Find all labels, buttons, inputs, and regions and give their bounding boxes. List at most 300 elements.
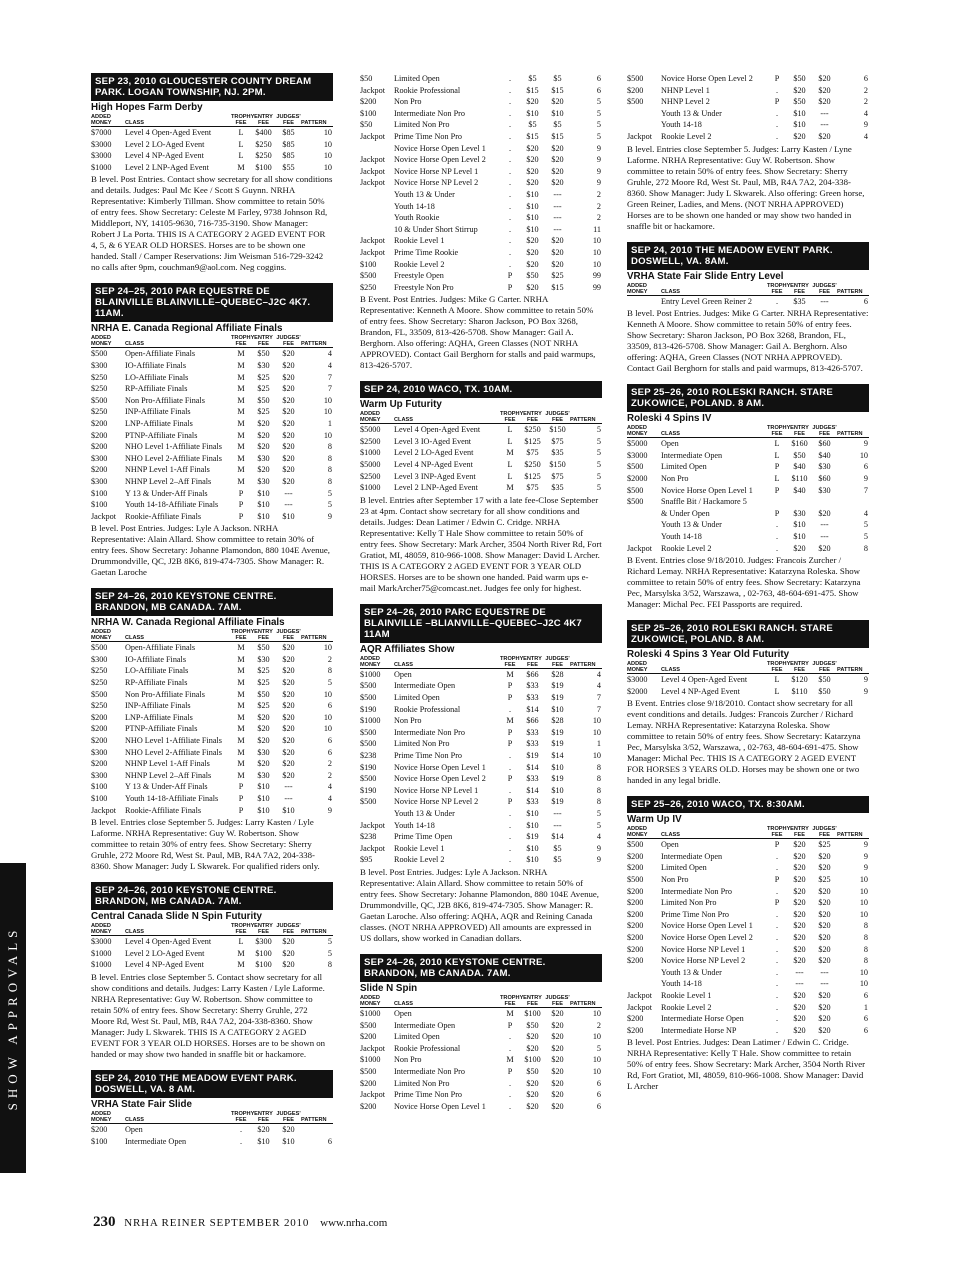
judges-fee: $20 — [818, 543, 831, 553]
trophy-fee: . — [775, 296, 779, 306]
class-header — [125, 629, 231, 642]
pattern-number: 8 — [863, 933, 868, 943]
added-money: $2000 — [627, 473, 648, 483]
added-money: Jackpot — [360, 247, 386, 257]
trophy-fee: L — [774, 439, 780, 449]
class-name: & Under Open — [661, 508, 710, 518]
class-name: Novice Horse Open Level 2 — [394, 774, 486, 784]
added-money: $200 — [360, 1101, 377, 1111]
entry-fee-header-text: FEE — [794, 832, 805, 839]
show-header: SEP 24–26, 2010 PARC EQUESTRE DE BLAINVILLE –BLIANVILLE–QUEBEC–J2C 4K7 11AM — [360, 604, 602, 643]
judges-fee: $14 — [551, 832, 564, 842]
judges-fee: $35 — [551, 483, 564, 493]
pattern-header — [301, 923, 333, 936]
judges-fee: --- — [820, 296, 829, 306]
entry-fee: $20 — [257, 430, 270, 440]
entry-fee: $10 — [526, 843, 539, 853]
entry-fee: $250 — [524, 460, 541, 470]
pattern-number: 99 — [592, 282, 601, 292]
show-notes: B Event. Entries close 9/18/2010. Judges: Francois Zurcher / Richard Lemay. NRHA Representative: Katarzyna Roleska. Show committee to retain 50% of entry fees. Show Secretary: Katarzyna Pec, Marsylska 3/52, Warszawa, , 02-763, 48-604-691-475. Show Manager: Michal Pec. FEI Passports are required. — [627, 555, 861, 610]
show-notes: B level. Post Entries. Judges: Mike G Carter. NRHA Representative: Kenneth A Moore. Show committee to retain 50% of entry fees. Show Secretary: Sharon Jackson, PO Box 3268, Brandon, FL, 33509, 813-426-5708. Show Manager: Gail A. Berghorn. Also offering: AQHA, Green Classes (NOT NRHA APPROVED). Contact Gail Berghorn for stalls and paid warmups, 813-426-5707. — [627, 308, 869, 374]
judges-fee-header-text: JUDGES' — [545, 655, 570, 662]
entry-fee: $20 — [793, 886, 806, 896]
trophy-fee: . — [508, 178, 512, 188]
table-row — [627, 438, 869, 450]
trophy-fee-header-text: FEE — [771, 832, 783, 839]
trophy-fee-header-text: TROPHY — [767, 826, 791, 833]
added-money — [627, 108, 661, 120]
added-money: $2500 — [360, 436, 381, 446]
added-money: $500 — [627, 97, 644, 107]
pattern-number: 8 — [863, 956, 868, 966]
table-row — [360, 73, 602, 85]
entry-fee: $50 — [793, 450, 806, 460]
pattern-number: 1 — [327, 418, 332, 428]
judges-fee: $20 — [818, 508, 831, 518]
class-name: Limited Non Pro — [394, 1078, 450, 1088]
pattern-number: 6 — [327, 701, 332, 711]
trophy-fee-header — [767, 661, 791, 674]
class-name: Novice Horse NP Level 1 — [394, 166, 479, 176]
class-name: Rookie Level 1 — [394, 843, 445, 853]
money-header — [627, 283, 661, 296]
trophy-fee: . — [239, 1124, 243, 1134]
table-header-row — [360, 411, 602, 424]
trophy-fee: M — [237, 476, 245, 486]
judges-fee: --- — [820, 120, 829, 130]
class-name: NHNP Level 2–Aff Finals — [125, 770, 212, 780]
table-row — [360, 738, 602, 750]
entry-fee: $20 — [793, 543, 806, 553]
show-header: SEP 25–26, 2010 WACO, TX. 8:30AM. — [627, 796, 869, 813]
table-row — [360, 1031, 602, 1043]
event-name: Warm Up IV — [627, 814, 682, 826]
entry-fee: $20 — [793, 909, 806, 919]
pattern-number: 2 — [327, 770, 332, 780]
table-row — [627, 874, 869, 886]
added-money: $100 — [91, 500, 108, 510]
class-header-text: CLASS — [394, 1000, 413, 1007]
pattern-number: 7 — [596, 704, 601, 714]
pattern-number: 8 — [327, 453, 332, 463]
show-notes: B level. Post Entries. Judges: Lyle A Jackson. NRHA Representative: Alain Allard. Show committee to retain 30% of entry fees. Show Secretary: Johanne Plamondon, 880 104E Avenue, Drummondville, QC, J2B 8K6, 819-474-7305. Show Manager: R. Gaetan Laroche — [91, 523, 331, 578]
class-name: Non Pro-Affiliate Finals — [125, 395, 205, 405]
added-money: $100 — [360, 108, 377, 118]
trophy-fee: L — [238, 151, 244, 161]
pattern-header — [570, 411, 602, 424]
table-row — [91, 712, 333, 724]
judges-fee: $75 — [551, 436, 564, 446]
class-name: NHNP Level 1-Aff Finals — [125, 759, 210, 769]
judges-fee: $20 — [551, 1066, 564, 1076]
added-money: $1000 — [360, 448, 381, 458]
table-row — [91, 700, 333, 712]
pattern-number: 10 — [592, 259, 601, 269]
class-name: Novice Horse NP Level 1 — [661, 944, 746, 954]
trophy-fee-header-text: FEE — [504, 661, 516, 668]
judges-fee: $20 — [551, 1008, 564, 1018]
money-header — [627, 425, 661, 438]
show-notes: B level. Post Entries. Contact show secretary for all show conditions and details. Judges: Paul Mc Kee / Scott S Guynn. NRHA Representative: Kimberly Tillman. Show committee to retain 50% of entry fees. Show Secretary: Celeste M Farley, 9738 Johnson Rd, Middleport, NY, 14105-9630, 716-735-3190. Show Manager: Robert J La Porta. THIS IS A CATEGORY 2 AGED EVENT FOR 4, 5, & 6 YEAR OLD HORSES. Horses are to be shown one handed. Stall / Camper Reservations: Jim Weisman 516-729-3242 no calls after 9pm, couchman9@aol.com. Neg coggins. — [91, 174, 333, 273]
trophy-fee-header-text: FEE — [771, 667, 783, 674]
entry-fee: $20 — [526, 282, 539, 292]
class-header — [125, 923, 231, 936]
class-table — [627, 826, 869, 1036]
judges-fee: $10 — [282, 1136, 295, 1146]
table-row — [360, 796, 602, 808]
judges-fee: $19 — [551, 727, 564, 737]
judges-fee-header — [812, 283, 837, 296]
trophy-fee: M — [237, 678, 245, 688]
pattern-number: 7 — [327, 384, 332, 394]
class-header — [394, 411, 500, 424]
added-money: $250 — [91, 678, 108, 688]
trophy-fee: . — [508, 97, 512, 107]
show-header: SEP 25–26, 2010 ROLESKI RANCH. STARE ZUKOWICE, POLAND. 8 AM. — [627, 384, 869, 412]
pattern-number: 10 — [592, 751, 601, 760]
entry-fee-header-text: FEE — [258, 120, 269, 126]
class-name: INP-Affiliate Finals — [125, 701, 191, 711]
added-money — [360, 224, 394, 236]
table-row — [91, 150, 333, 162]
added-money: $200 — [627, 863, 644, 873]
judges-fee: $5 — [553, 843, 562, 853]
judges-fee: $20 — [551, 259, 564, 269]
pattern-number: 10 — [859, 875, 868, 885]
listing-section — [360, 604, 602, 944]
class-name: Limited Open — [661, 462, 707, 472]
entry-fee: $20 — [526, 166, 539, 176]
table-row — [360, 1054, 602, 1066]
money-header-text: ADDED — [91, 114, 111, 120]
entry-fee: $10 — [257, 1136, 270, 1146]
added-money: $200 — [627, 944, 644, 954]
pattern-number: 5 — [596, 436, 601, 446]
section-tab-label: SHOW APPROVALS — [5, 925, 20, 1111]
table-row — [360, 166, 602, 178]
event-name: Warm Up Futurity — [360, 399, 442, 411]
table-row — [360, 704, 602, 716]
class-header — [125, 114, 231, 127]
money-header — [91, 1111, 125, 1124]
class-name: Non Pro — [661, 473, 689, 483]
money-header-text: MONEY — [627, 288, 648, 295]
entry-fee: $125 — [524, 436, 541, 446]
trophy-fee: L — [774, 473, 780, 483]
money-header-text: ADDED — [627, 425, 647, 432]
judges-fee: --- — [820, 967, 829, 977]
trophy-fee-header-text: FEE — [504, 417, 516, 424]
table-row — [91, 665, 333, 677]
trophy-fee: . — [775, 886, 779, 896]
judges-fee-header-text: JUDGES' — [545, 411, 570, 418]
pattern-number: 9 — [596, 166, 601, 176]
pattern-number: 10 — [323, 407, 332, 417]
pattern-number: 10 — [323, 724, 332, 734]
class-name: Youth 14-18 — [661, 120, 702, 130]
added-money: $500 — [627, 840, 644, 850]
added-money: $250 — [91, 701, 108, 711]
table-row — [360, 143, 602, 155]
class-name: Rookie Level 1 — [394, 236, 445, 246]
pattern-number: 9 — [596, 843, 601, 853]
judges-fee-header-text: FEE — [819, 288, 830, 295]
judges-fee: --- — [553, 224, 562, 234]
pattern-number: 10 — [592, 1008, 601, 1018]
pattern-number: 5 — [327, 488, 332, 498]
class-header-text: CLASS — [125, 1116, 144, 1123]
trophy-fee: L — [238, 937, 244, 947]
table-row — [360, 680, 602, 692]
added-money: $200 — [360, 1078, 377, 1088]
trophy-fee: M — [237, 643, 245, 653]
judges-fee-header — [812, 661, 837, 674]
added-money: $500 — [627, 497, 644, 507]
pattern-number: 10 — [859, 979, 868, 989]
money-header-text: MONEY — [360, 661, 381, 668]
class-header-text: CLASS — [661, 667, 680, 674]
table-row — [360, 119, 602, 131]
trophy-fee: M — [237, 712, 245, 722]
pattern-header-text: PATTERN — [837, 431, 863, 438]
trophy-fee: M — [237, 948, 245, 958]
class-name: Youth 13 & Under — [661, 967, 722, 977]
pattern-number: 6 — [863, 991, 868, 1000]
added-money: $50 — [360, 120, 373, 130]
judges-fee-header — [545, 656, 570, 669]
class-table — [360, 411, 602, 494]
table-row — [91, 139, 333, 151]
entry-fee: $100 — [255, 162, 272, 172]
table-row — [627, 944, 869, 956]
entry-fee: $400 — [255, 128, 272, 137]
entry-fee: $10 — [257, 794, 270, 803]
class-name: Novice Horse NP Level 2 — [394, 797, 479, 807]
judges-fee-header — [812, 826, 837, 839]
judges-fee: $20 — [551, 247, 564, 257]
class-name: IO-Affiliate Finals — [125, 360, 187, 370]
added-money: $200 — [627, 956, 644, 966]
added-money: $5000 — [627, 439, 648, 449]
pattern-number: 10 — [323, 395, 332, 405]
pattern-number: 9 — [863, 120, 868, 130]
money-header — [360, 656, 394, 669]
class-table — [627, 283, 869, 308]
judges-fee: $85 — [282, 128, 295, 137]
pattern-number: 9 — [863, 473, 868, 483]
judges-fee: $20 — [551, 1090, 564, 1100]
entry-fee: $10 — [257, 782, 270, 792]
class-name: Prime Time Open — [394, 832, 453, 842]
money-header-text: ADDED — [627, 826, 647, 833]
trophy-fee: . — [508, 108, 512, 118]
class-name: Non Pro-Affiliate Finals — [125, 689, 205, 699]
entry-fee: $20 — [526, 97, 539, 107]
judges-fee: $85 — [282, 151, 295, 161]
judges-fee-header-text: FEE — [552, 417, 563, 424]
added-money — [627, 508, 661, 520]
pattern-number: 2 — [596, 201, 601, 211]
entry-fee: $20 — [526, 178, 539, 188]
trophy-fee: P — [507, 681, 513, 691]
class-name: Youth 13 & Under — [661, 108, 722, 118]
trophy-fee: . — [508, 120, 512, 130]
class-name: Rookie Level 2 — [394, 855, 445, 865]
trophy-fee-header-text: FEE — [235, 341, 247, 348]
publication-name: NRHA REINER SEPTEMBER 2010 — [124, 1217, 310, 1229]
entry-fee: $66 — [526, 669, 539, 679]
judges-fee-header — [812, 425, 837, 438]
table-row — [91, 758, 333, 770]
trophy-fee: P — [238, 805, 244, 815]
pattern-number: 11 — [593, 224, 601, 234]
added-money: $500 — [360, 727, 377, 737]
pattern-number: 4 — [596, 681, 601, 691]
entry-fee: $35 — [793, 296, 806, 306]
trophy-fee: P — [507, 727, 513, 737]
pattern-number: 2 — [327, 759, 332, 769]
judges-fee: $50 — [818, 686, 831, 696]
class-name: Limited Open — [394, 74, 440, 83]
table-row — [627, 96, 869, 108]
pattern-number: 8 — [596, 785, 601, 795]
entry-fee: $100 — [524, 1055, 541, 1065]
pattern-number: 5 — [327, 937, 332, 947]
trophy-fee: P — [507, 774, 513, 784]
class-name: Prime Time Non Pro — [661, 909, 730, 919]
added-money: $500 — [627, 485, 644, 495]
entry-fee: $20 — [793, 1002, 806, 1012]
entry-fee-header-text: FEE — [527, 661, 538, 668]
trophy-fee: M — [237, 736, 245, 746]
class-header — [125, 335, 231, 348]
pattern-number: 9 — [863, 863, 868, 873]
pattern-number: 6 — [596, 1090, 601, 1100]
judges-fee: $20 — [551, 1055, 564, 1065]
entry-fee: $10 — [526, 224, 539, 234]
pattern-number: 5 — [596, 448, 601, 458]
added-money: Jackpot — [360, 236, 386, 246]
added-money: Jackpot — [91, 805, 117, 815]
added-money — [360, 808, 394, 820]
pattern-number: 10 — [592, 716, 601, 726]
money-header-text: ADDED — [91, 629, 111, 636]
show-notes: B level. Entries close September 5. Judges: Larry Kasten / Lyle Laforme. NRHA Representative: Guy W. Robertson. Show committee to retain 30% of entry fees. Show Secretary: Sherry Gruhle, 272 Moore Rd, West St. Paul, MB, R4A 7A2, 204-338-8360. Show Manager: Judy L Skwarek. For qualified riders only. — [91, 817, 320, 872]
pattern-number — [837, 496, 869, 508]
pattern-number: 10 — [323, 712, 332, 722]
table-row — [360, 808, 602, 820]
event-name: Roleski 4 Spins IV — [627, 413, 712, 425]
event-name: VRHA State Fair Slide — [91, 1098, 192, 1110]
entry-fee: $20 — [257, 418, 270, 428]
added-money: $200 — [627, 1014, 644, 1024]
pattern-number: 2 — [863, 85, 868, 95]
class-name: Y 13 & Under-Aff Finals — [125, 488, 208, 498]
entry-fee: $10 — [526, 189, 539, 199]
table-header-row — [91, 114, 333, 127]
judges-fee: $20 — [818, 886, 831, 896]
class-name: Open — [125, 1124, 143, 1134]
pattern-number: 10 — [859, 450, 868, 460]
pattern-number: 8 — [596, 774, 601, 784]
added-money: $500 — [91, 689, 108, 699]
judges-fee: $20 — [282, 643, 295, 653]
judges-fee: $30 — [818, 462, 831, 472]
entry-fee: $30 — [793, 508, 806, 518]
entry-fee: $110 — [791, 473, 808, 483]
pattern-number: 4 — [327, 349, 332, 359]
trophy-fee: . — [508, 832, 512, 842]
entry-fee: $50 — [257, 689, 270, 699]
entry-fee: $50 — [257, 395, 270, 405]
pattern-number: 4 — [863, 108, 868, 118]
table-row — [360, 131, 602, 143]
money-header — [91, 923, 125, 936]
table-row — [91, 348, 333, 360]
pattern-number: 6 — [327, 736, 332, 746]
table-row — [627, 932, 869, 944]
pattern-header-text: PATTERN — [570, 1000, 596, 1007]
class-name: Y 13 & Under-Aff Finals — [125, 782, 208, 792]
class-name: Limited Open — [661, 863, 707, 873]
added-money: Jackpot — [360, 131, 386, 141]
table-row — [627, 978, 869, 990]
trophy-fee: P — [774, 898, 780, 908]
show-header: SEP 24, 2010 THE MEADOW EVENT PARK. DOSWELL, VA. 8 AM. — [91, 1070, 333, 1098]
table-row — [360, 177, 602, 189]
pattern-header — [301, 1111, 333, 1124]
table-row — [627, 473, 869, 485]
added-money: $190 — [360, 762, 377, 772]
pattern-number: 9 — [596, 155, 601, 165]
entry-fee-header-text: ENTRY — [790, 826, 809, 833]
table-row — [627, 508, 869, 520]
pattern-header-text: PATTERN — [837, 832, 863, 839]
entry-fee: $15 — [526, 85, 539, 95]
entry-fee: $25 — [257, 701, 270, 711]
trophy-fee: M — [237, 666, 245, 676]
table-row — [91, 488, 333, 500]
class-name: Novice Horse Open Level 2 — [661, 933, 753, 943]
trophy-fee-header — [500, 994, 524, 1008]
class-name: Youth 13 & Under — [661, 520, 722, 530]
added-money: Jackpot — [360, 166, 386, 176]
class-header — [125, 1111, 231, 1124]
table-row — [91, 383, 333, 395]
added-money: $200 — [627, 1025, 644, 1035]
added-money: Jackpot — [627, 991, 653, 1000]
class-name: PTNP-Affiliate Finals — [125, 724, 198, 734]
class-name: INP-Affiliate Finals — [125, 407, 191, 417]
entry-fee: $20 — [793, 898, 806, 908]
entry-fee: $125 — [524, 471, 541, 481]
money-header-text: MONEY — [91, 929, 112, 936]
pattern-number: 10 — [592, 727, 601, 737]
money-header-text: MONEY — [627, 431, 648, 438]
entry-fee: $20 — [793, 933, 806, 943]
added-money: $100 — [360, 259, 377, 269]
trophy-fee: . — [775, 108, 779, 118]
show-header: SEP 24–25, 2010 PAR EQUESTRE DE BLAINVILLE BLAINVILLE–QUEBEC–J2C 4K7. 11AM. — [91, 283, 333, 322]
trophy-fee: . — [775, 909, 779, 919]
table-row — [360, 247, 602, 259]
class-name: Intermediate Non Pro — [394, 727, 465, 737]
judges-fee-header-text: FEE — [283, 341, 294, 348]
class-name: Novice Horse Open Level 2 — [394, 155, 486, 165]
pattern-number: 9 — [327, 805, 332, 815]
table-row — [91, 781, 333, 793]
added-money — [627, 519, 661, 531]
